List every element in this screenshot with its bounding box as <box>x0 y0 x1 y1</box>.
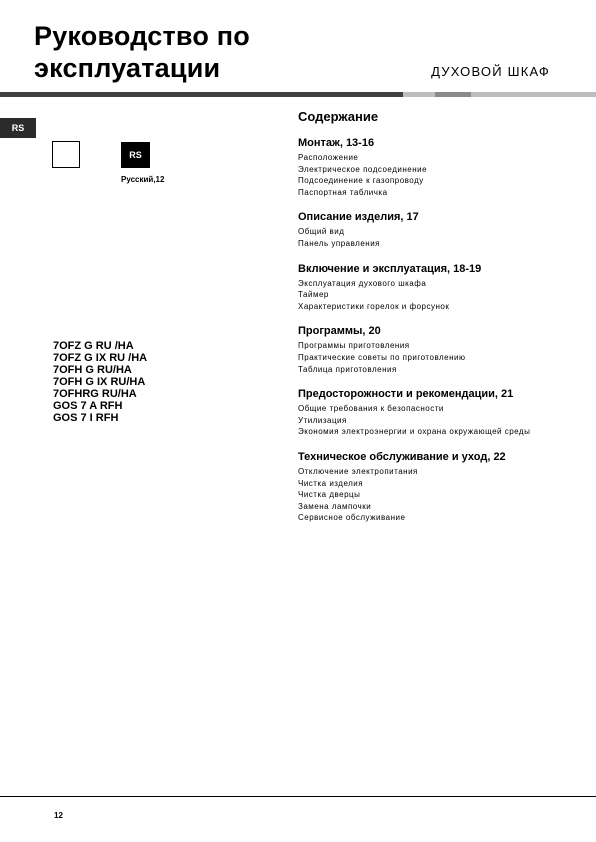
document-title <box>34 20 250 84</box>
model-item: 7OFH G IX RU/HA <box>53 376 146 388</box>
language-page-reference: Русский,12 <box>121 175 165 184</box>
model-item: GOS 7 A RFH <box>53 400 123 412</box>
toc-heading: Монтаж, 13-16 <box>298 137 375 149</box>
toc-item: Общие требования к безопасности <box>298 404 444 414</box>
toc-item: Электрическое подсоединение <box>298 164 428 174</box>
product-type: ДУХОВОЙ ШКАФ <box>431 64 550 79</box>
model-item: 7OFHRG RU/HA <box>53 388 137 400</box>
toc-section-description <box>298 210 588 249</box>
header-bar-dark <box>0 92 403 97</box>
toc-heading: Описание изделия, 17 <box>298 211 419 224</box>
toc-heading: Включение и эксплуатация, 18-19 <box>298 262 482 275</box>
toc-section-operation <box>298 262 588 313</box>
toc-section-installation <box>298 136 588 198</box>
model-item: GOS 7 I RFH <box>53 412 119 424</box>
toc-item: Эксплуатация духового шкафа <box>298 278 427 288</box>
toc-item: Общий вид <box>298 227 345 237</box>
toc-item: Экономия электроэнергии и охрана окружающей среды <box>298 427 531 437</box>
toc-item: Характеристики горелок и форсунок <box>298 301 450 311</box>
header-bar-light-end <box>471 92 596 97</box>
model-item: 7OFZ G RU /HA <box>53 340 134 352</box>
toc-item: Замена лампочки <box>298 501 372 511</box>
toc-section-maintenance <box>298 450 588 524</box>
model-item: 7OFH G RU/HA <box>53 364 132 376</box>
toc-item: Расположение <box>298 153 359 162</box>
model-list <box>53 340 147 424</box>
toc-item: Программы приготовления <box>298 341 410 351</box>
footer-divider <box>0 796 596 797</box>
document-title-line-2: эксплуатации <box>34 53 221 83</box>
toc-section-precautions <box>298 387 588 438</box>
toc-item: Таймер <box>298 290 329 300</box>
toc-section-programs <box>298 324 588 375</box>
language-side-tab: RS <box>0 118 36 138</box>
toc-title: Содержание <box>298 109 379 124</box>
toc-item: Практические советы по приготовлению <box>298 352 466 362</box>
toc-item: Подсоединение к газопроводу <box>298 176 424 186</box>
toc-item: Таблица приготовления <box>298 364 397 374</box>
toc-item: Сервисное обслуживание <box>298 513 406 523</box>
toc-heading: Программы, 20 <box>298 325 381 338</box>
document-title-line-1: Руководство по <box>34 21 250 51</box>
model-item: 7OFZ G IX RU /HA <box>53 352 148 364</box>
page-number: 12 <box>54 811 63 820</box>
toc-item: Чистка дверцы <box>298 490 361 500</box>
table-of-contents <box>298 109 588 536</box>
toc-heading: Предосторожности и рекомендации, 21 <box>298 388 514 401</box>
flag-box <box>52 141 80 168</box>
header-bar-mid-segment <box>435 92 471 97</box>
header-bar-light-segment <box>403 92 435 97</box>
toc-item: Чистка изделия <box>298 478 364 488</box>
toc-item: Паспортная табличка <box>298 187 388 197</box>
toc-item: Утилизация <box>298 415 347 425</box>
toc-item: Отключение электропитания <box>298 466 418 476</box>
language-badge: RS <box>121 142 150 168</box>
toc-item: Панель управления <box>298 238 380 248</box>
toc-heading: Техническое обслуживание и уход, 22 <box>298 450 506 463</box>
